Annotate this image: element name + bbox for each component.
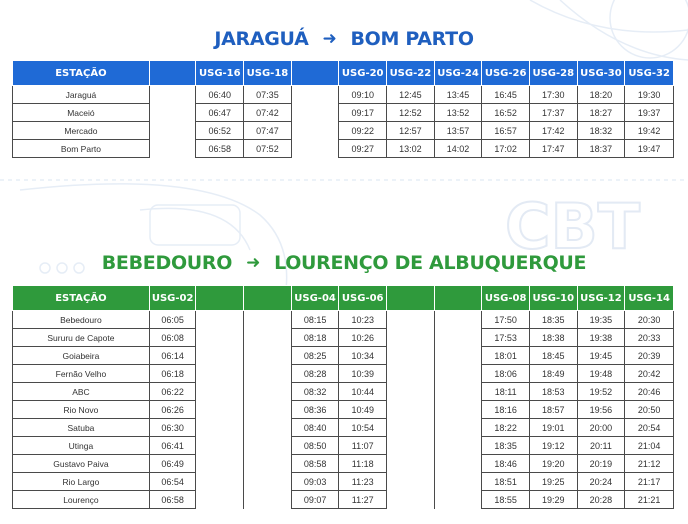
station-name: Lourenço [13,491,150,509]
train-header: USG-02 [149,286,196,311]
departure-time: 18:35 [529,311,577,329]
spacer-cell [244,329,292,347]
departure-time: 11:07 [339,437,387,455]
station-name: Fernão Velho [13,365,150,383]
departure-time: 10:23 [339,311,387,329]
spacer-cell [434,401,482,419]
departure-time: 07:35 [244,86,292,104]
departure-time: 19:12 [529,437,577,455]
spacer-cell [196,383,244,401]
departure-time: 18:53 [529,383,577,401]
train-header: USG-06 [339,286,387,311]
spacer-cell [387,311,435,329]
spacer-cell [387,437,435,455]
spacer-cell [244,419,292,437]
departure-time: 12:52 [387,104,435,122]
spacer-cell [196,401,244,419]
departure-time: 19:29 [529,491,577,509]
departure-time: 19:45 [577,347,625,365]
departure-time: 20:39 [625,347,674,365]
departure-time: 20:42 [625,365,674,383]
departure-time: 19:38 [577,329,625,347]
departure-time: 21:21 [625,491,674,509]
departure-time: 18:22 [482,419,530,437]
departure-time: 19:20 [529,455,577,473]
station-name: Bebedouro [13,311,150,329]
departure-time: 08:18 [291,329,339,347]
spacer-cell [387,383,435,401]
departure-time: 09:17 [339,104,387,122]
departure-time: 18:57 [529,401,577,419]
train-header: USG-16 [196,61,244,86]
spacer-cell [196,437,244,455]
departure-time: 19:47 [625,140,674,158]
departure-time: 18:55 [482,491,530,509]
spacer-cell [387,455,435,473]
spacer-cell [196,329,244,347]
departure-time: 19:30 [625,86,674,104]
station-name: Satuba [13,419,150,437]
train-header: USG-14 [625,286,674,311]
spacer-cell [196,365,244,383]
spacer-cell [434,437,482,455]
departure-time: 20:33 [625,329,674,347]
departure-time: 20:54 [625,419,674,437]
departure-time: 10:26 [339,329,387,347]
table-row [13,491,674,509]
departure-time: 18:16 [482,401,530,419]
departure-time: 07:52 [244,140,292,158]
spacer-header [434,286,482,311]
table-row [13,437,674,455]
train-header: USG-22 [387,61,435,86]
departure-time: 18:06 [482,365,530,383]
departure-time: 13:57 [434,122,482,140]
table-row [13,419,674,437]
spacer-cell [149,86,196,104]
departure-time: 06:58 [196,140,244,158]
table-row [13,383,674,401]
departure-time: 18:51 [482,473,530,491]
departure-time: 21:17 [625,473,674,491]
departure-time: 10:39 [339,365,387,383]
table-header-row [13,61,674,86]
departure-time: 08:40 [291,419,339,437]
departure-time: 17:37 [529,104,577,122]
departure-time: 06:49 [149,455,196,473]
timetable-jaragua-bom-parto [12,60,674,158]
station-name: Maceió [13,104,150,122]
departure-time: 18:11 [482,383,530,401]
departure-time: 17:53 [482,329,530,347]
departure-time: 17:50 [482,311,530,329]
route-origin: JARAGUÁ [214,28,309,50]
departure-time: 17:47 [529,140,577,158]
table-row [13,104,674,122]
station-name: Jaraguá [13,86,150,104]
spacer-cell [434,473,482,491]
departure-time: 17:02 [482,140,530,158]
departure-time: 17:30 [529,86,577,104]
route-destination: BOM PARTO [350,28,474,50]
route-origin: BEBEDOURO [101,252,233,274]
spacer-cell [149,140,196,158]
departure-time: 06:26 [149,401,196,419]
departure-time: 09:03 [291,473,339,491]
departure-time: 19:42 [625,122,674,140]
station-column-header: ESTAÇÃO [13,61,150,86]
departure-time: 06:18 [149,365,196,383]
spacer-cell [244,311,292,329]
spacer-cell [196,347,244,365]
arrow-right-icon: ➜ [246,253,261,273]
departure-time: 20:19 [577,455,625,473]
spacer-cell [434,491,482,509]
departure-time: 21:04 [625,437,674,455]
spacer-cell [434,329,482,347]
spacer-cell [387,347,435,365]
departure-time: 10:34 [339,347,387,365]
departure-time: 18:01 [482,347,530,365]
station-name: Rio Novo [13,401,150,419]
departure-time: 06:47 [196,104,244,122]
spacer-cell [149,122,196,140]
train-header: USG-20 [339,61,387,86]
spacer-cell [196,473,244,491]
departure-time: 11:27 [339,491,387,509]
table-row [13,347,674,365]
spacer-cell [244,347,292,365]
departure-time: 16:57 [482,122,530,140]
departure-time: 19:52 [577,383,625,401]
train-header: USG-24 [434,61,482,86]
departure-time: 19:01 [529,419,577,437]
departure-time: 06:14 [149,347,196,365]
station-name: Bom Parto [13,140,150,158]
spacer-cell [434,347,482,365]
station-name: ABC [13,383,150,401]
departure-time: 13:52 [434,104,482,122]
arrow-right-icon: ➜ [322,29,337,49]
departure-time: 06:40 [196,86,244,104]
departure-time: 19:37 [625,104,674,122]
train-header: USG-28 [529,61,577,86]
spacer-cell [196,455,244,473]
spacer-header [196,286,244,311]
departure-time: 18:38 [529,329,577,347]
spacer-cell [244,365,292,383]
departure-time: 12:57 [387,122,435,140]
spacer-cell [244,491,292,509]
departure-time: 19:25 [529,473,577,491]
departure-time: 18:35 [482,437,530,455]
table-row [13,401,674,419]
table-row [13,86,674,104]
spacer-cell [434,383,482,401]
departure-time: 06:22 [149,383,196,401]
spacer-cell [244,437,292,455]
departure-time: 20:11 [577,437,625,455]
route-title-bebedouro-lourenco [0,252,688,274]
train-header: USG-10 [529,286,577,311]
departure-time: 18:49 [529,365,577,383]
spacer-cell [387,329,435,347]
departure-time: 08:32 [291,383,339,401]
departure-time: 19:35 [577,311,625,329]
table-row [13,311,674,329]
departure-time: 20:30 [625,311,674,329]
spacer-cell [244,473,292,491]
station-name: Goiabeira [13,347,150,365]
station-name: Mercado [13,122,150,140]
table-header-row [13,286,674,311]
departure-time: 09:22 [339,122,387,140]
table-row [13,329,674,347]
train-header: USG-18 [244,61,292,86]
departure-time: 10:44 [339,383,387,401]
departure-time: 11:18 [339,455,387,473]
spacer-cell [434,455,482,473]
spacer-cell [291,140,339,158]
spacer-cell [291,104,339,122]
departure-time: 08:28 [291,365,339,383]
departure-time: 20:28 [577,491,625,509]
spacer-cell [149,104,196,122]
departure-time: 06:54 [149,473,196,491]
spacer-cell [196,491,244,509]
departure-time: 08:58 [291,455,339,473]
spacer-cell [387,401,435,419]
departure-time: 07:42 [244,104,292,122]
departure-time: 06:58 [149,491,196,509]
train-header: USG-08 [482,286,530,311]
departure-time: 09:27 [339,140,387,158]
station-name: Gustavo Paiva [13,455,150,473]
train-header: USG-12 [577,286,625,311]
train-header: USG-30 [577,61,625,86]
departure-time: 18:32 [577,122,625,140]
departure-time: 06:05 [149,311,196,329]
departure-time: 08:36 [291,401,339,419]
station-name: Sururu de Capote [13,329,150,347]
spacer-cell [291,122,339,140]
spacer-cell [291,86,339,104]
departure-time: 08:25 [291,347,339,365]
departure-time: 13:45 [434,86,482,104]
spacer-header [149,61,196,86]
timetable-bebedouro-lourenco [12,285,674,509]
departure-time: 14:02 [434,140,482,158]
spacer-header [291,61,339,86]
departure-time: 08:50 [291,437,339,455]
departure-time: 06:30 [149,419,196,437]
departure-time: 09:10 [339,86,387,104]
train-header: USG-32 [625,61,674,86]
spacer-cell [434,365,482,383]
departure-time: 17:42 [529,122,577,140]
departure-time: 20:46 [625,383,674,401]
departure-time: 20:50 [625,401,674,419]
departure-time: 18:45 [529,347,577,365]
departure-time: 16:52 [482,104,530,122]
table-row [13,473,674,491]
departure-time: 20:24 [577,473,625,491]
spacer-cell [387,491,435,509]
spacer-cell [434,419,482,437]
spacer-cell [244,455,292,473]
departure-time: 18:20 [577,86,625,104]
departure-time: 20:00 [577,419,625,437]
station-column-header: ESTAÇÃO [13,286,150,311]
spacer-header [387,286,435,311]
table-row [13,122,674,140]
spacer-cell [387,473,435,491]
route-title-jaragua-bom-parto [0,28,688,50]
spacer-cell [387,365,435,383]
table-row [13,140,674,158]
watermark-text: CBT [505,190,641,263]
departure-time: 18:27 [577,104,625,122]
departure-time: 10:49 [339,401,387,419]
spacer-cell [244,401,292,419]
departure-time: 10:54 [339,419,387,437]
station-name: Rio Largo [13,473,150,491]
departure-time: 12:45 [387,86,435,104]
departure-time: 21:12 [625,455,674,473]
departure-time: 09:07 [291,491,339,509]
spacer-cell [387,419,435,437]
departure-time: 13:02 [387,140,435,158]
departure-time: 18:37 [577,140,625,158]
table-row [13,455,674,473]
spacer-header [244,286,292,311]
train-header: USG-04 [291,286,339,311]
departure-time: 08:15 [291,311,339,329]
departure-time: 06:52 [196,122,244,140]
departure-time: 19:48 [577,365,625,383]
departure-time: 07:47 [244,122,292,140]
departure-time: 11:23 [339,473,387,491]
route-destination: LOURENÇO DE ALBUQUERQUE [274,252,587,274]
table-row [13,365,674,383]
spacer-cell [434,311,482,329]
departure-time: 19:56 [577,401,625,419]
spacer-cell [244,383,292,401]
departure-time: 16:45 [482,86,530,104]
departure-time: 06:41 [149,437,196,455]
train-header: USG-26 [482,61,530,86]
spacer-cell [196,311,244,329]
station-name: Utinga [13,437,150,455]
spacer-cell [196,419,244,437]
departure-time: 06:08 [149,329,196,347]
departure-time: 18:46 [482,455,530,473]
